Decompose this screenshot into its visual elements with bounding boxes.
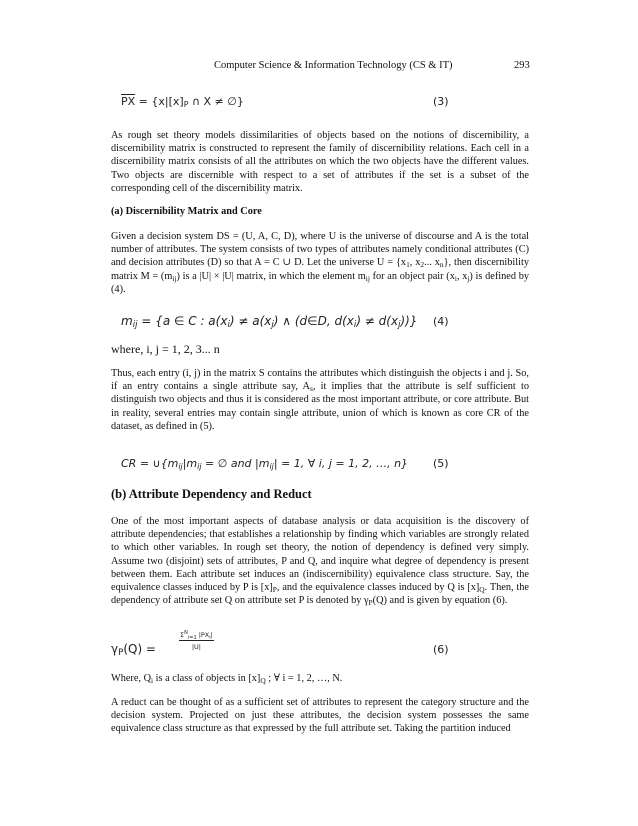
eq3-sub: P xyxy=(183,100,189,109)
eq5-tail: | = 1, ∀ i, j = 1, 2, …, n} xyxy=(273,457,409,470)
paragraph-decision-system xyxy=(111,230,529,296)
eq6-lhs xyxy=(111,642,156,656)
eq6-numerator xyxy=(179,630,214,641)
eq3-tail: ∩ X ≠ ∅} xyxy=(188,95,244,108)
eq4-sub-i: i xyxy=(227,320,230,330)
eq4-b2: ) ≠ a(x xyxy=(229,314,272,328)
eq4-b3: ) ∧ (d∈D, d(x xyxy=(273,314,354,328)
equation-4-number: (4) xyxy=(433,315,449,328)
p5-text-d: (Q) and is given by equation (6). xyxy=(372,595,508,607)
eq5-sub-ij-2: ij xyxy=(197,462,202,471)
running-header: Computer Science & Information Technology (CS & IT) xyxy=(214,60,453,71)
eq4-sub-j: j xyxy=(271,320,274,330)
eq4-sub-i-2: i xyxy=(353,320,357,330)
sub-ij-2: ij xyxy=(365,273,370,283)
sub-i: i xyxy=(454,273,457,283)
equation-3 xyxy=(121,95,244,108)
eq5-lhs: CR = ∪{m xyxy=(121,457,179,470)
paragraph-discernibility-intro: As rough set theory models dissimilarities of objects based on the notions of discernibility, a discernibility matrix is constructed to represent the family of discernibility relations. Each cell in a discernibility matrix consists of all the attributes on which the two objects have the different values. Two objects are discernible with respect to a set of attributes if the set is a subset of the corresponding cell of the discernibility matrix. xyxy=(111,130,529,194)
eq6-num-sub: i xyxy=(209,635,211,642)
p6-text-c: ; ∀ i = 1, 2, …, N. xyxy=(265,673,343,684)
eq4-m: m xyxy=(121,314,133,328)
eq6-gamma: γ xyxy=(111,642,119,656)
p2-text-b: , x xyxy=(409,257,421,269)
paragraph-attribute-dependency xyxy=(111,515,529,607)
p4-text-b: , it implies that the attribute is self sufficient to distinguish two objects and thus it is considered as the most important attribute, or core attribute. But in reality, several entries may contain single attribute, union of which is known as core CR of the dataset, as defined in (5). xyxy=(111,381,529,432)
eq3-lhs: $\overline{PX}$ xyxy=(121,95,136,108)
section-heading-a: (a) Discernibility Matrix and Core xyxy=(111,206,262,217)
p6-text-a: Where, Q xyxy=(111,673,152,684)
eq4-b4: ) ≠ d(x xyxy=(356,314,399,328)
eq6-sum-lower: i=1 xyxy=(187,635,197,642)
p2-text-h: ) is defined by (4). xyxy=(111,270,529,295)
sub-Q: Q xyxy=(479,585,485,595)
sub-n: n xyxy=(439,260,444,270)
eq6-denominator: |U| xyxy=(191,643,201,652)
eq4-body: = {a ∈ C : a(x xyxy=(137,314,228,328)
sub-P: P xyxy=(272,585,277,595)
paragraph-reduct: A reduct can be thought of as a sufficient set of attributes to represent the category structure and the decision system. Projected on just these attributes, the decision system possesses the same equivalence class structure as that expressed by the full attribute set. Taking the partition induced xyxy=(111,697,529,735)
equation-3-number: (3) xyxy=(433,95,449,108)
eq6-gamma-sub: P xyxy=(118,648,124,658)
sub-i-q: i xyxy=(151,676,154,685)
p2-text-d: }, then discernibility matrix M = (m xyxy=(111,257,529,282)
p5-text-b: , and the equivalence classes induced by Q is [x] xyxy=(276,582,480,594)
eq5-mid2: = ∅ and |m xyxy=(201,457,270,470)
equation-4 xyxy=(121,314,417,328)
p6-text-b: is a class of objects in [x] xyxy=(153,673,261,684)
p4-text-a: Thus, each entry (i, j) in the matrix S contains the attributes which distinguish the objects i and j. So, if an entry contains a single attribute say, A xyxy=(111,368,529,393)
eq5-sub-ij: ij xyxy=(178,462,183,471)
eq6-fraction xyxy=(179,630,214,651)
eq4-sub-j-2: j xyxy=(398,320,401,330)
eq6-sum-upper: N xyxy=(184,630,188,636)
paragraph-core-attributes xyxy=(111,367,529,433)
paragraph-where-Qi xyxy=(111,672,529,685)
eq6-num-body: |PX xyxy=(196,631,210,640)
paragraph-where-ijn: where, i, j = 1, 2, 3... n xyxy=(111,342,220,356)
eq5-mid: |m xyxy=(182,457,198,470)
equation-5 xyxy=(121,457,408,470)
p2-text-a: Given a decision system DS = (U, A, C, D), where U is the universe of discourse and A is the total number of attributes. The system consists of two types of attributes namely conditional attributes (C) and decision attributes (D) so that A = C ∪ D. Let the universe U = {x xyxy=(111,231,529,269)
sub-s: s xyxy=(309,384,313,394)
sub-ij: ij xyxy=(172,273,177,283)
sub-P-2: P xyxy=(368,598,373,608)
p2-text-c: ... x xyxy=(424,257,440,269)
p2-text-g: , x xyxy=(456,270,468,282)
page-number: 293 xyxy=(514,60,530,71)
eq5-sub-ij-3: ij xyxy=(269,462,274,471)
eq6-arg: (Q) = xyxy=(123,642,156,656)
eq6-sum: Σ xyxy=(180,631,185,640)
sub-Q-2: Q xyxy=(260,676,266,685)
eq6-num-end: | xyxy=(210,631,213,640)
eq4-m-sub: ij xyxy=(132,320,138,330)
eq3-rhs: = {x|[x] xyxy=(135,95,184,108)
p2-text-e: ) is a |U| × |U| matrix, in which the element m xyxy=(176,270,366,282)
eq4-b5: ))} xyxy=(400,314,418,328)
section-heading-b: (b) Attribute Dependency and Reduct xyxy=(111,487,312,501)
sub-2: 2 xyxy=(420,260,425,270)
equation-6-number: (6) xyxy=(433,643,449,656)
p5-text-a: One of the most important aspects of database analysis or data acquisition is the discovery of attribute dependencies; that establishes a relationship by finding which variables are strongly related to which other variables. In rough set theory, the notion of dependency is defined very simply. Assume two (disjoint) sets of attributes, P and Q, and inquire what degree of dependency is present between them. Each attribute set induces an (indiscernibility) equivalence class structure. Say, the equivalence classes induced by P is [x] xyxy=(111,516,529,594)
sub-j: j xyxy=(467,273,470,283)
equation-5-number: (5) xyxy=(433,457,449,470)
p5-text-c: . Then, the dependency of attribute set Q on attribute set P is denoted by γ xyxy=(111,582,529,607)
p2-text-f: for an object pair (x xyxy=(369,270,455,282)
sub-1: 1 xyxy=(406,260,410,270)
